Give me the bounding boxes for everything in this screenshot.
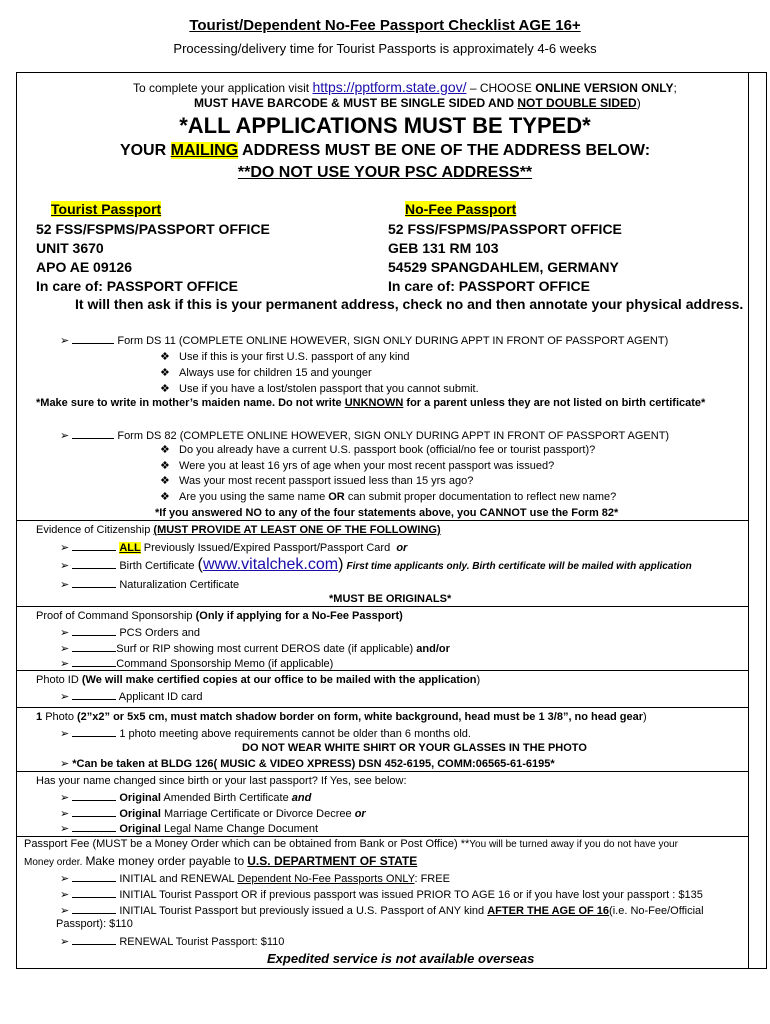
- name-change-item: [60, 821, 318, 835]
- fee-payable: [24, 854, 417, 868]
- original-label: Original: [119, 792, 161, 804]
- maiden-name-note: [36, 397, 705, 409]
- vitalchek-link[interactable]: www.vitalchek.com: [202, 556, 339, 573]
- tourist-address-line: 52 FSS/FSPMS/PASSPORT OFFICE: [36, 221, 270, 237]
- arrow-icon: [60, 643, 69, 655]
- fee-item-label: RENEWAL Tourist Passport: $110: [119, 936, 285, 948]
- intro-semicolon: ;: [673, 81, 677, 95]
- photo-id-item: [60, 689, 203, 703]
- maiden-note-post: for a parent unless they are not listed on birth certificate*: [406, 397, 706, 409]
- check-blank[interactable]: [72, 871, 116, 882]
- check-blank[interactable]: [72, 903, 116, 914]
- all-highlight: ALL: [119, 542, 141, 554]
- diamond-bullet-icon: [160, 475, 170, 487]
- tourist-address-line: In care of: PASSPORT OFFICE: [36, 278, 238, 294]
- typed-notice: *ALL APPLICATIONS MUST BE TYPED*: [179, 113, 591, 138]
- fee-heading: [24, 838, 678, 850]
- arrow-icon: [60, 823, 69, 835]
- sponsorship-heading-text: Proof of Command Sponsorship: [36, 610, 193, 622]
- ds82-label: Form DS 82 (COMPLETE ONLINE HOWEVER, SIGN ONLY DURING APPT IN FRONT OF PASSPORT AGENT): [117, 430, 670, 442]
- name-change-item: [60, 790, 311, 804]
- tourist-address: [36, 220, 270, 296]
- fee-payable-text: Make money order payable to: [85, 854, 245, 868]
- ds11-bullet: Use if this is your first U.S. passport of any kind: [179, 351, 410, 363]
- arrow-icon: [60, 936, 69, 948]
- ds11-label: Form DS 11 (COMPLETE ONLINE HOWEVER, SIGN ONLY DURING APPT IN FRONT OF PASSPORT AGENT): [117, 335, 669, 347]
- name-change-connector: or: [354, 808, 366, 820]
- ds82-bullet: Were you at least 16 yrs of age when your most recent passport was issued?: [179, 459, 555, 472]
- photo-item: [60, 726, 471, 740]
- arrow-icon: [60, 560, 69, 572]
- intro-text: To complete your application visit: [133, 81, 310, 95]
- citizenship-heading-text: Evidence of Citizenship: [36, 524, 151, 536]
- permanent-address-note: It will then ask if this is your permanent address, check no and then annotate your physical address.: [75, 296, 744, 312]
- ds82-note: *If you answered NO to any of the four statements above, you CANNOT use the Form 82*: [155, 507, 619, 519]
- mailing-highlight: MAILING: [170, 142, 239, 159]
- check-blank[interactable]: [72, 540, 116, 551]
- photo-id-heading-end: ): [476, 674, 481, 686]
- page-subtitle: Processing/delivery time for Tourist Passports is approximately 4-6 weeks: [173, 41, 597, 56]
- arrow-icon: [60, 758, 69, 770]
- sponsorship-item: [60, 641, 450, 655]
- check-blank[interactable]: [72, 790, 116, 801]
- arrow-icon: [60, 542, 69, 554]
- expedited-notice: Expedited service is not available overseas: [267, 951, 535, 966]
- fee-item-continuation: Passport): $110: [56, 918, 133, 930]
- citizenship-item-passport: [60, 540, 407, 554]
- row-divider-fee: [16, 836, 749, 837]
- photo-item-label: 1 photo meeting above requirements cannot be older than 6 months old.: [119, 728, 471, 740]
- fee-item: [60, 887, 703, 901]
- nofee-address-line: In care of: PASSPORT OFFICE: [388, 278, 590, 294]
- sponsorship-andor: and/or: [416, 643, 450, 655]
- fee-item-label: INITIAL and RENEWAL: [119, 873, 235, 885]
- photo-id-item-label: Applicant ID card: [118, 691, 203, 703]
- check-blank[interactable]: [72, 821, 116, 832]
- citizenship-item-naturalization: [60, 577, 239, 591]
- birth-certificate-note: First time applicants only. Birth certificate will be mailed with application: [346, 561, 692, 572]
- fee-item-age: AFTER THE AGE OF 16: [487, 905, 610, 917]
- fee-item: [60, 871, 450, 885]
- sponsorship-item-label: PCS Orders and: [119, 627, 201, 639]
- arrow-icon: [60, 905, 69, 917]
- mailing-pre: YOUR: [119, 142, 167, 159]
- fee-heading-text: Passport Fee (MUST be a Money Order which can be obtained from Bank or Post Office) **: [24, 838, 470, 850]
- photo-heading: [36, 711, 647, 723]
- diamond-bullet-icon: [160, 367, 170, 379]
- nofee-address-line: GEB 131 RM 103: [388, 240, 499, 256]
- row-divider-name-change: [16, 771, 749, 772]
- fee-heading-warning: You will be turned away if you do not have your: [469, 839, 678, 850]
- photo-heading-bold: (2”x2” or 5x5 cm, must match shadow border on form, white background, head must be 1 3/8”, no head gear: [77, 711, 644, 723]
- photo-heading-end: ): [643, 711, 647, 723]
- arrow-icon: [60, 873, 69, 885]
- ds82-bullets: [160, 443, 616, 505]
- frame-right: [766, 72, 767, 969]
- fee-payee: U.S. DEPARTMENT OF STATE: [247, 854, 418, 868]
- ds82-item: [60, 428, 669, 442]
- nofee-address-line: 54529 SPANGDAHLEM, GERMANY: [388, 259, 619, 275]
- check-blank[interactable]: [72, 641, 116, 652]
- photo-notice: DO NOT WEAR WHITE SHIRT OR YOUR GLASSES IN THE PHOTO: [242, 742, 587, 754]
- barcode-line: [194, 96, 641, 110]
- name-change-heading: Has your name changed since birth or your last passport? If Yes, see below:: [36, 775, 407, 787]
- sponsorship-item-label: Command Sponsorship Memo (if applicable): [116, 658, 334, 670]
- citizenship-item-label: Naturalization Certificate: [119, 579, 240, 591]
- ds11-bullet: Always use for children 15 and younger: [179, 367, 372, 379]
- row-divider-photo: [16, 707, 749, 708]
- tourist-address-line: UNIT 3670: [36, 240, 104, 256]
- name-change-item-label: Legal Name Change Document: [163, 823, 319, 835]
- intro-online-only: ONLINE VERSION ONLY: [535, 81, 674, 95]
- maiden-note-unknown: UNKNOWN: [344, 397, 404, 409]
- check-blank[interactable]: [72, 726, 116, 737]
- intro-line: [133, 79, 677, 95]
- name-change-item-label: Marriage Certificate or Divorce Decree: [163, 808, 352, 820]
- psc-notice: **DO NOT USE YOUR PSC ADDRESS**: [237, 164, 533, 181]
- ds11-item: [60, 333, 668, 347]
- diamond-bullet-icon: [160, 383, 170, 395]
- sponsorship-heading-bold: (Only if applying for a No-Fee Passport): [195, 610, 403, 622]
- fee-money-order: Money order.: [24, 857, 83, 868]
- check-blank[interactable]: [72, 656, 116, 667]
- sponsorship-heading: [36, 610, 403, 622]
- arrow-icon: [60, 792, 69, 804]
- tourist-address-line: APO AE 09126: [36, 259, 132, 275]
- page-title: Tourist/Dependent No-Fee Passport Checklist AGE 16+: [189, 17, 581, 34]
- citizenship-item-birth: ➢ Birth Certificate (www.vitalchek.com) First time applicants only. Birth certificate will be mailed with application: [60, 556, 692, 574]
- check-blank[interactable]: [72, 577, 116, 588]
- name-change-item: [60, 806, 366, 820]
- row-divider-citizenship: [16, 520, 749, 521]
- name-change-connector: and: [291, 792, 312, 804]
- nofee-address-label: No-Fee Passport: [405, 201, 517, 217]
- ds82-bullet: Are you using the same name: [179, 490, 326, 503]
- mailing-post: ADDRESS MUST BE ONE OF THE ADDRESS BELOW:: [242, 142, 651, 159]
- ds82-bullet: Do you already have a current U.S. passport book (official/no fee or tourist passport)?: [179, 444, 596, 456]
- not-double-sided: NOT DOUBLE SIDED: [517, 96, 637, 110]
- pptform-link[interactable]: https://pptform.state.gov/: [312, 79, 467, 95]
- check-blank[interactable]: [72, 887, 116, 898]
- check-blank[interactable]: [72, 806, 116, 817]
- fee-item-note: (i.e. No-Fee/Official: [609, 905, 704, 917]
- photo-heading-text: Photo: [45, 711, 74, 723]
- citizenship-item-label: Birth Certificate: [119, 560, 195, 572]
- fee-item-underlined: Dependent No-Fee Passports ONLY: [237, 873, 415, 885]
- citizenship-item-label: Previously Issued/Expired Passport/Passport Card: [143, 542, 391, 554]
- barcode-paren: ): [636, 96, 641, 110]
- check-blank[interactable]: [72, 625, 116, 636]
- fee-item: [60, 903, 704, 917]
- sponsorship-item: [60, 625, 200, 639]
- originals-note: *MUST BE ORIGINALS*: [329, 593, 452, 605]
- photo-bldg-note: [60, 757, 555, 770]
- nofee-address-line: 52 FSS/FSPMS/PASSPORT OFFICE: [388, 221, 622, 237]
- fee-item-amount: : FREE: [414, 873, 450, 885]
- citizenship-heading: [36, 524, 441, 536]
- arrow-icon: [60, 658, 69, 670]
- fee-item-label: INITIAL Tourist Passport OR if previous passport was issued PRIOR TO AGE 16 or if you have lost your passport : $135: [119, 889, 703, 901]
- original-label: Original: [119, 823, 161, 835]
- photo-bldg-text: *Can be taken at BLDG 126( MUSIC & VIDEO XPRESS) DSN 452-6195, COMM:06565-61-6195*: [72, 758, 555, 770]
- diamond-bullet-icon: [160, 444, 170, 456]
- sponsorship-item-label: Surf or RIP showing most current DEROS date (if applicable): [116, 643, 414, 655]
- arrow-icon: [60, 889, 69, 901]
- citizenship-or: or: [396, 542, 408, 554]
- sponsorship-item: [60, 656, 333, 670]
- check-blank[interactable]: [72, 558, 116, 569]
- check-blank[interactable]: [72, 934, 116, 945]
- ds11-bullet: Use if you have a lost/stolen passport that you cannot submit.: [179, 383, 479, 395]
- check-blank[interactable]: [72, 428, 114, 439]
- arrow-icon: [60, 808, 69, 820]
- row-divider-photo-id: [16, 670, 749, 671]
- arrow-icon: [60, 335, 69, 347]
- row-divider-sponsorship: [16, 606, 749, 607]
- arrow-icon: [60, 579, 69, 591]
- photo-id-heading-text: Photo ID: [36, 674, 79, 686]
- arrow-icon: [60, 691, 69, 703]
- photo-id-heading: [36, 674, 480, 686]
- name-change-item-label: Amended Birth Certificate: [163, 792, 289, 804]
- check-blank[interactable]: [72, 689, 116, 700]
- maiden-note-pre: *Make sure to write in mother’s maiden name. Do not write: [36, 397, 342, 409]
- arrow-icon: [60, 627, 69, 639]
- diamond-bullet-icon: [160, 460, 170, 472]
- original-label: Original: [119, 808, 161, 820]
- ds82-bullet-end: can submit proper documentation to reflect new name?: [347, 490, 617, 503]
- mailing-notice: [0, 142, 770, 160]
- photo-count: 1: [36, 711, 43, 723]
- arrow-icon: [60, 430, 69, 442]
- check-blank[interactable]: [72, 333, 114, 344]
- barcode-text: MUST HAVE BARCODE & MUST BE SINGLE SIDED AND: [194, 96, 515, 110]
- frame-bottom: [16, 968, 767, 969]
- diamond-bullet-icon: [160, 491, 170, 503]
- fee-item-label: INITIAL Tourist Passport but previously issued a U.S. Passport of ANY kind: [119, 905, 485, 917]
- tourist-address-label: Tourist Passport: [51, 201, 162, 217]
- photo-id-heading-bold: (We will make certified copies at our office to be mailed with the application: [81, 674, 477, 686]
- arrow-icon: [60, 728, 69, 740]
- ds82-bullet-or: OR: [328, 490, 345, 503]
- nofee-address: [388, 220, 622, 296]
- frame-top: [16, 72, 767, 73]
- fee-item: [60, 934, 284, 948]
- ds11-bullets: [160, 349, 479, 397]
- citizenship-heading-bold: (MUST PROVIDE AT LEAST ONE OF THE FOLLOWING): [153, 524, 441, 536]
- diamond-bullet-icon: [160, 351, 170, 363]
- ds82-bullet: Was your most recent passport issued less than 15 yrs ago?: [179, 475, 474, 488]
- intro-choose: – CHOOSE: [469, 81, 532, 95]
